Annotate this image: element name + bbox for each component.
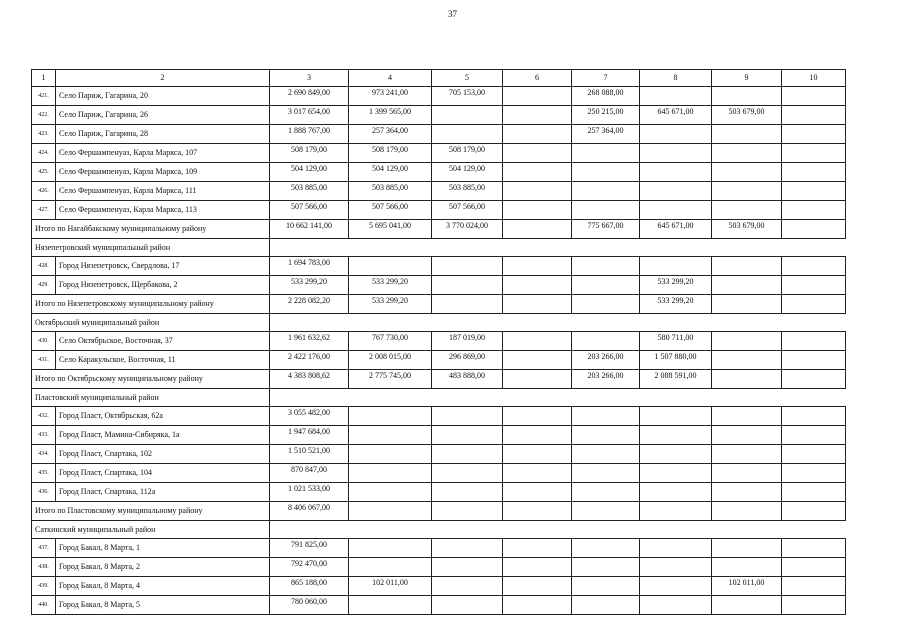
amount-cell-6 [503,464,572,483]
amount-cell-5: 705 153,00 [432,87,503,106]
amount-cell-5: 507 566,00 [432,201,503,220]
amount-cell-4 [349,483,432,502]
table-row [32,351,846,370]
amount-cell-8: 645 671,00 [640,220,712,239]
amount-cell-6 [503,182,572,201]
header-cell-3: 3 [270,70,349,87]
amount-cell-6 [503,426,572,445]
header-cell-1: 1 [32,70,56,87]
amount-cell-9 [712,144,782,163]
amount-cell-6 [503,144,572,163]
total-row [32,220,846,239]
row-number: 434. [32,445,56,464]
amount-cell-6 [503,351,572,370]
amount-cell-6 [503,87,572,106]
amount-cell-7 [572,558,640,577]
address-cell: Город Нязепетровск, Свердлова, 17 [56,257,270,276]
amount-cell-5: 187 019,00 [432,332,503,351]
amount-cell-5 [432,502,503,521]
row-number: 429. [32,276,56,295]
amount-cell-10 [782,502,846,521]
amount-cell-5: 483 888,00 [432,370,503,389]
address-cell: Село Париж, Гагарина, 26 [56,106,270,125]
amount-cell-10 [782,295,846,314]
amount-cell-9 [712,87,782,106]
row-number: 431. [32,351,56,370]
amount-cell-9 [712,332,782,351]
amount-cell-4 [349,257,432,276]
amount-cell-10 [782,87,846,106]
header-row [32,70,846,87]
amount-cell-10 [782,182,846,201]
amount-cell-3: 3 055 482,00 [270,407,349,426]
amount-cell-8 [640,407,712,426]
row-number: 426. [32,182,56,201]
amount-cell-9 [712,370,782,389]
amount-cell-6 [503,558,572,577]
amount-cell-3: 503 885,00 [270,182,349,201]
row-number: 433. [32,426,56,445]
amount-cell-6 [503,445,572,464]
amount-cell-7 [572,577,640,596]
row-number: 424. [32,144,56,163]
amount-cell-7 [572,445,640,464]
amount-cell-5 [432,464,503,483]
table-body [32,70,846,615]
amount-cell-6 [503,407,572,426]
amount-cell-9 [712,502,782,521]
amount-cell-8 [640,163,712,182]
amount-cell-3: 870 847,00 [270,464,349,483]
amount-cell-3: 533 299,20 [270,276,349,295]
amount-cell-6 [503,596,572,615]
amount-cell-3: 504 129,00 [270,163,349,182]
amount-cell-3: 2 690 849,00 [270,87,349,106]
amount-cell-7: 203 266,00 [572,351,640,370]
amount-cell-4: 2 008 015,00 [349,351,432,370]
row-number: 428. [32,257,56,276]
amount-cell-7 [572,257,640,276]
amount-cell-3: 1 888 767,00 [270,125,349,144]
amount-cell-5 [432,257,503,276]
amount-cell-7 [572,276,640,295]
amount-cell-7 [572,539,640,558]
table-row [32,464,846,483]
header-cell-6: 6 [503,70,572,87]
district-filler [270,314,846,332]
amount-cell-4 [349,502,432,521]
address-cell: Город Бакал, 8 Марта, 5 [56,596,270,615]
amount-cell-5 [432,407,503,426]
amount-cell-4: 533 299,20 [349,276,432,295]
amount-cell-10 [782,144,846,163]
amount-cell-10 [782,125,846,144]
amount-cell-6 [503,332,572,351]
amount-cell-5 [432,483,503,502]
address-cell: Село Фершампенуаз, Карла Маркса, 109 [56,163,270,182]
amount-cell-3: 1 021 533,00 [270,483,349,502]
amount-cell-5 [432,276,503,295]
amount-cell-9 [712,163,782,182]
amount-cell-10 [782,351,846,370]
amount-cell-9: 102 011,00 [712,577,782,596]
amount-cell-8 [640,596,712,615]
address-cell: Город Пласт, Спартака, 104 [56,464,270,483]
row-number: 437. [32,539,56,558]
amount-cell-9: 503 679,00 [712,106,782,125]
address-cell: Город Пласт, Октябрьская, 62а [56,407,270,426]
address-cell: Город Бакал, 8 Марта, 1 [56,539,270,558]
amount-cell-7: 775 667,00 [572,220,640,239]
amount-cell-8 [640,426,712,445]
amount-cell-4: 257 364,00 [349,125,432,144]
amount-cell-5 [432,426,503,445]
row-number: 440. [32,596,56,615]
district-filler [270,521,846,539]
amount-cell-3: 507 566,00 [270,201,349,220]
address-cell: Город Бакал, 8 Марта, 4 [56,577,270,596]
amount-cell-8: 1 507 880,00 [640,351,712,370]
amount-cell-7: 268 088,00 [572,87,640,106]
amount-cell-9 [712,276,782,295]
header-cell-7: 7 [572,70,640,87]
amount-cell-8: 533 299,20 [640,295,712,314]
amount-cell-4 [349,558,432,577]
housing-repair-table [31,69,846,615]
row-number: 425. [32,163,56,182]
row-number: 422. [32,106,56,125]
table-row [32,144,846,163]
amount-cell-9 [712,125,782,144]
amount-cell-9 [712,596,782,615]
table-row [32,87,846,106]
amount-cell-10 [782,426,846,445]
table-row [32,445,846,464]
amount-cell-3: 508 179,00 [270,144,349,163]
amount-cell-10 [782,163,846,182]
amount-cell-9 [712,558,782,577]
district-name: Пластовский муниципальный район [32,389,270,407]
amount-cell-8: 2 088 591,00 [640,370,712,389]
amount-cell-3: 792 470,00 [270,558,349,577]
amount-cell-6 [503,539,572,558]
page-number: 37 [448,9,457,19]
address-cell: Село Париж, Гагарина, 20 [56,87,270,106]
amount-cell-6 [503,295,572,314]
header-cell-5: 5 [432,70,503,87]
amount-cell-9 [712,351,782,370]
amount-cell-5 [432,558,503,577]
amount-cell-3: 1 510 521,00 [270,445,349,464]
amount-cell-3: 2 422 176,00 [270,351,349,370]
amount-cell-6 [503,483,572,502]
amount-cell-6 [503,125,572,144]
amount-cell-6 [503,502,572,521]
amount-cell-10 [782,445,846,464]
amount-cell-10 [782,332,846,351]
amount-cell-4: 5 695 041,00 [349,220,432,239]
amount-cell-7 [572,332,640,351]
header-cell-2: 2 [56,70,270,87]
amount-cell-9 [712,295,782,314]
amount-cell-10 [782,276,846,295]
amount-cell-8 [640,182,712,201]
amount-cell-7 [572,182,640,201]
amount-cell-10 [782,106,846,125]
amount-cell-5: 504 129,00 [432,163,503,182]
amount-cell-8: 533 299,20 [640,276,712,295]
amount-cell-5 [432,577,503,596]
table-row [32,182,846,201]
amount-cell-5 [432,445,503,464]
amount-cell-3: 1 694 783,00 [270,257,349,276]
amount-cell-10 [782,483,846,502]
amount-cell-9 [712,445,782,464]
amount-cell-10 [782,577,846,596]
amount-cell-3: 865 188,00 [270,577,349,596]
table-row [32,483,846,502]
amount-cell-8 [640,257,712,276]
amount-cell-10 [782,558,846,577]
amount-cell-6 [503,276,572,295]
amount-cell-5 [432,125,503,144]
amount-cell-5 [432,539,503,558]
amount-cell-10 [782,257,846,276]
header-cell-9: 9 [712,70,782,87]
amount-cell-4: 2 775 745,00 [349,370,432,389]
address-cell: Город Пласт, Мамина-Сибиряка, 1а [56,426,270,445]
amount-cell-7 [572,295,640,314]
amount-cell-10 [782,596,846,615]
amount-cell-6 [503,106,572,125]
amount-cell-8 [640,445,712,464]
amount-cell-4 [349,426,432,445]
district-header-row [32,389,846,407]
total-label: Итого по Пластовскому муниципальному району [32,502,270,521]
amount-cell-9 [712,426,782,445]
amount-cell-3: 10 662 141,00 [270,220,349,239]
address-cell: Город Бакал, 8 Марта, 2 [56,558,270,577]
amount-cell-7 [572,502,640,521]
total-row [32,370,846,389]
amount-cell-4 [349,596,432,615]
row-number: 436. [32,483,56,502]
amount-cell-5 [432,295,503,314]
amount-cell-6 [503,201,572,220]
address-cell: Город Нязепетровск, Щербакова, 2 [56,276,270,295]
table-row [32,163,846,182]
row-number: 435. [32,464,56,483]
row-number: 432. [32,407,56,426]
row-number: 430. [32,332,56,351]
row-number: 438. [32,558,56,577]
amount-cell-4: 973 241,00 [349,87,432,106]
amount-cell-4: 533 299,20 [349,295,432,314]
table-row [32,276,846,295]
amount-cell-8: 645 671,00 [640,106,712,125]
amount-cell-7 [572,407,640,426]
amount-cell-9 [712,257,782,276]
amount-cell-10 [782,539,846,558]
district-name: Октябрьский муниципальный район [32,314,270,332]
amount-cell-4 [349,407,432,426]
amount-cell-3: 1 947 684,00 [270,426,349,445]
district-filler [270,389,846,407]
amount-cell-3: 2 228 082,20 [270,295,349,314]
table-row [32,577,846,596]
table-row [32,539,846,558]
amount-cell-7 [572,483,640,502]
amount-cell-9 [712,182,782,201]
table-row [32,125,846,144]
amount-cell-3: 791 825,00 [270,539,349,558]
table-row [32,332,846,351]
row-number: 421. [32,87,56,106]
amount-cell-7: 203 266,00 [572,370,640,389]
amount-cell-5: 508 179,00 [432,144,503,163]
table-row [32,407,846,426]
total-label: Итого по Нагайбакскому муниципальному району [32,220,270,239]
amount-cell-4 [349,539,432,558]
amount-cell-3: 8 406 067,00 [270,502,349,521]
amount-cell-7 [572,144,640,163]
amount-cell-8 [640,125,712,144]
total-label: Итого по Нязепетровскому муниципальному району [32,295,270,314]
table-row [32,257,846,276]
address-cell: Город Пласт, Спартака, 102 [56,445,270,464]
amount-cell-3: 1 961 632,62 [270,332,349,351]
address-cell: Село Октябрьское, Восточная, 37 [56,332,270,351]
amount-cell-8 [640,577,712,596]
amount-cell-9 [712,407,782,426]
header-cell-10: 10 [782,70,846,87]
address-cell: Село Фершампенуаз, Карла Маркса, 107 [56,144,270,163]
amount-cell-8 [640,539,712,558]
district-filler [270,239,846,257]
amount-cell-9: 503 679,00 [712,220,782,239]
amount-cell-5 [432,106,503,125]
district-header-row [32,314,846,332]
amount-cell-10 [782,370,846,389]
amount-cell-6 [503,577,572,596]
address-cell: Село Фершампенуаз, Карла Маркса, 113 [56,201,270,220]
amount-cell-9 [712,483,782,502]
amount-cell-5: 503 885,00 [432,182,503,201]
total-row [32,502,846,521]
amount-cell-6 [503,163,572,182]
amount-cell-4: 507 566,00 [349,201,432,220]
address-cell: Село Париж, Гагарина, 28 [56,125,270,144]
amount-cell-7 [572,464,640,483]
district-name: Саткинский муниципальный район [32,521,270,539]
amount-cell-8 [640,502,712,521]
amount-cell-8 [640,483,712,502]
header-cell-8: 8 [640,70,712,87]
header-cell-4: 4 [349,70,432,87]
amount-cell-6 [503,220,572,239]
address-cell: Село Каракульское, Восточная, 11 [56,351,270,370]
amount-cell-5: 3 770 024,00 [432,220,503,239]
amount-cell-7 [572,426,640,445]
table-row [32,201,846,220]
amount-cell-4: 504 129,00 [349,163,432,182]
amount-cell-3: 3 017 654,00 [270,106,349,125]
amount-cell-10 [782,201,846,220]
total-label: Итого по Октябрьскому муниципальному району [32,370,270,389]
amount-cell-10 [782,407,846,426]
amount-cell-4 [349,445,432,464]
amount-cell-4 [349,464,432,483]
table-row [32,596,846,615]
amount-cell-5: 296 869,00 [432,351,503,370]
amount-cell-4: 508 179,00 [349,144,432,163]
amount-cell-7 [572,596,640,615]
amount-cell-7: 250 215,00 [572,106,640,125]
district-name: Нязепетровский муниципальный район [32,239,270,257]
table-row [32,106,846,125]
amount-cell-9 [712,539,782,558]
address-cell: Село Фершампенуаз, Карла Маркса, 111 [56,182,270,201]
total-row [32,295,846,314]
amount-cell-4: 1 399 565,00 [349,106,432,125]
amount-cell-7 [572,163,640,182]
amount-cell-8 [640,558,712,577]
district-header-row [32,521,846,539]
amount-cell-4: 102 011,00 [349,577,432,596]
amount-cell-10 [782,464,846,483]
amount-cell-3: 780 060,00 [270,596,349,615]
amount-cell-8 [640,201,712,220]
amount-cell-8: 580 711,00 [640,332,712,351]
amount-cell-4: 767 730,00 [349,332,432,351]
table-row [32,558,846,577]
address-cell: Город Пласт, Спартака, 112а [56,483,270,502]
amount-cell-6 [503,370,572,389]
amount-cell-6 [503,257,572,276]
amount-cell-7: 257 364,00 [572,125,640,144]
row-number: 439. [32,577,56,596]
amount-cell-10 [782,220,846,239]
table-row [32,426,846,445]
amount-cell-8 [640,87,712,106]
amount-cell-4: 503 885,00 [349,182,432,201]
amount-cell-9 [712,201,782,220]
amount-cell-8 [640,464,712,483]
row-number: 423. [32,125,56,144]
row-number: 427. [32,201,56,220]
amount-cell-5 [432,596,503,615]
amount-cell-9 [712,464,782,483]
district-header-row [32,239,846,257]
amount-cell-7 [572,201,640,220]
amount-cell-8 [640,144,712,163]
amount-cell-3: 4 383 808,62 [270,370,349,389]
